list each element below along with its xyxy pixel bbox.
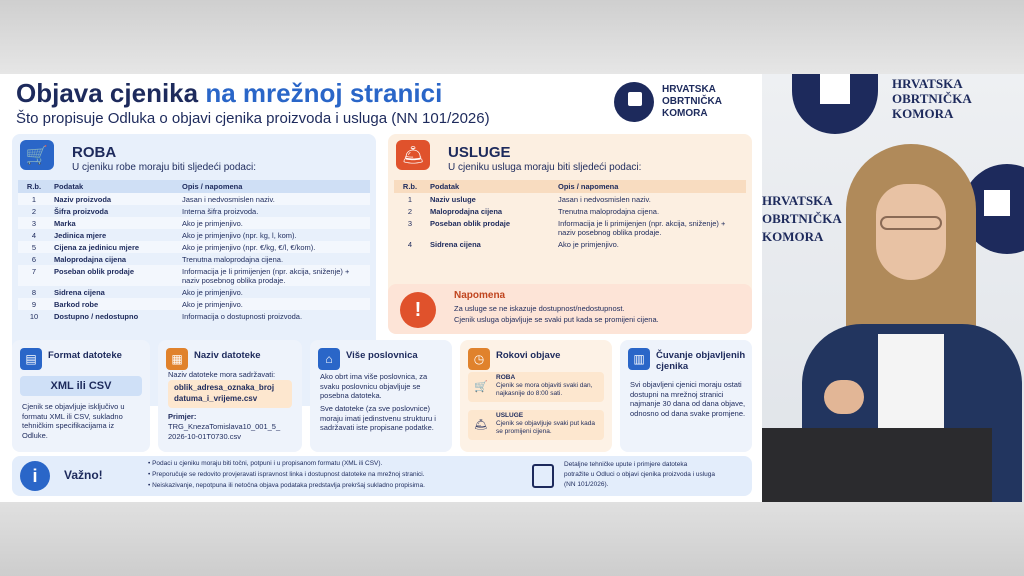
table-row xyxy=(18,253,370,265)
cell-opis: Informacija je li primijenjen (npr. akcija, sniženje) + naziv posebnog oblika prodaje. xyxy=(558,218,726,237)
speaker-hand xyxy=(824,380,864,414)
cuvanje-title-line-2: cjenika xyxy=(656,361,689,372)
logo-line-3: KOMORA xyxy=(662,108,708,119)
usluge-subtitle: U cjeniku usluga moraju biti sljedeći podaci: xyxy=(448,162,642,173)
cell-opis: Ako je primjenjivo. xyxy=(178,217,370,229)
title-part1: Objava cjenika xyxy=(16,78,199,108)
wall-line-3: KOMORA xyxy=(892,106,954,121)
cell-podatak: Naziv proizvoda xyxy=(50,193,178,205)
rokovi-usluge-label: USLUGE xyxy=(496,412,524,419)
table-row xyxy=(18,241,370,253)
cell-podatak: Maloprodajna cijena xyxy=(54,254,127,264)
cell-rb: 4 xyxy=(31,230,37,240)
cuvanje-text: Svi objavljeni cjenici moraju ostati dostupni na mrežnoj stranici najmanje 30 dana od dana objave, odnosno od dana svake promjene. xyxy=(630,380,746,418)
speaker-glasses xyxy=(880,216,942,230)
roba-title: ROBA xyxy=(72,144,117,161)
table-row xyxy=(18,310,370,322)
naziv-card xyxy=(158,340,302,452)
naziv-title: Naziv datoteke xyxy=(194,350,261,361)
rokovi-usluge-text: Cjenik se objavljuje svaki put kada se promijeni cijena. xyxy=(496,420,595,435)
service-bell-icon: 🛎 xyxy=(396,140,430,170)
naziv-example-line-2: 2026-10-01T0730.csv xyxy=(168,432,241,441)
slide-subtitle: Što propisuje Odluka o objavi cjenika proizvoda i usluga (NN 101/2026) xyxy=(16,110,490,127)
vazno-doc-line-1: Detaljne tehničke upute i primjere datoteka xyxy=(564,461,688,468)
usluge-table xyxy=(394,180,746,250)
cell-podatak: Barkod robe xyxy=(50,298,178,310)
rokovi-usluge-box xyxy=(468,410,604,440)
cell-rb: 3 xyxy=(407,218,413,228)
cell-rb: 6 xyxy=(31,254,37,264)
service-bell-icon: 🛎 xyxy=(474,419,488,431)
speaker-face xyxy=(876,184,946,280)
background-top xyxy=(0,0,1024,74)
exclamation-icon: ! xyxy=(400,292,436,328)
rokovi-roba-box xyxy=(468,372,604,402)
usluge-header-podatak: Podatak xyxy=(426,180,554,193)
cart-icon: 🛒 xyxy=(20,140,54,170)
cell-rb: 1 xyxy=(407,194,413,204)
rokovi-roba-label: ROBA xyxy=(496,374,516,381)
logo-line-1: HRVATSKA xyxy=(662,84,716,95)
cell-podatak: Jedinica mjere xyxy=(54,230,107,240)
cell-rb: 8 xyxy=(31,287,37,297)
wall2-line-1: HRVATSKA xyxy=(762,193,833,208)
chamber-logo-text xyxy=(662,84,722,120)
cell-opis: Ako je primjenjivo. xyxy=(558,239,619,249)
vazno-doc-line-3: (NN 101/2026). xyxy=(564,481,609,488)
logo-line-2: OBRTNIČKA xyxy=(662,96,722,107)
cell-opis: Ako je primjenjivo. xyxy=(182,287,243,297)
wall-line-2: OBRTNIČKA xyxy=(892,91,972,106)
info-icon: i xyxy=(20,461,50,491)
table-row xyxy=(18,193,370,205)
vazno-bullet-2: • Preporučuje se redovito provjeravati ispravnost linka i dostupnost datoteke na mrežnoj stranici. xyxy=(148,471,425,478)
poslovnice-text-2: Sve datoteke (za sve poslovnice) moraju imati jedinstvenu strukturu i sadržavati iste propisane podatke. xyxy=(320,404,436,432)
poslovnice-text-1: Ako obrt ima više poslovnica, za svaku poslovnicu objavljuje se posebna datoteka. xyxy=(320,372,428,400)
poslovnice-card xyxy=(310,340,452,452)
usluge-header-opis: Opis / napomena xyxy=(554,180,746,193)
format-value: XML ili CSV xyxy=(20,376,142,396)
napomena-line-2: Cjenik usluga objavljuje se svaki put kada se promijeni cijena. xyxy=(454,315,659,324)
poslovnice-title: Više poslovnica xyxy=(346,350,418,361)
naziv-pattern xyxy=(168,380,292,408)
cell-opis: Ako je primjenjivo (npr. €/kg, €/l, €/kom). xyxy=(178,241,370,253)
cell-opis: Informacija je li primijenjen (npr. akcija, sniženje) + naziv posebnog oblika prodaje. xyxy=(178,265,370,286)
table-row xyxy=(394,193,746,205)
vazno-doc-line-2: potražite u Odluci o objavi cjenika proizvoda i usluga xyxy=(564,471,716,478)
cell-podatak: Sidrena cijena xyxy=(54,287,105,297)
bullet-text: Podaci u cjeniku moraju biti točni, potpuni i u propisanom formatu (XML ili CSV). xyxy=(152,460,383,467)
document-icon: ▦ xyxy=(166,348,188,370)
file-icon: ▤ xyxy=(20,348,42,370)
format-card xyxy=(12,340,150,452)
table-row xyxy=(394,205,746,217)
cell-podatak: Marka xyxy=(50,217,178,229)
roba-header-podatak: Podatak xyxy=(50,180,178,193)
cell-opis: Trenutna maloprodajna cijena. xyxy=(558,206,660,216)
clock-icon: ◷ xyxy=(468,348,490,370)
wall2-line-2: OBRTNIČKA xyxy=(762,211,842,226)
cart-icon: 🛒 xyxy=(474,381,488,393)
cuvanje-title-line-1: Čuvanje objavljenih xyxy=(656,350,746,361)
rokovi-card xyxy=(460,340,612,452)
table-row xyxy=(18,286,370,298)
store-icon: ⌂ xyxy=(318,348,340,370)
cell-rb: 1 xyxy=(18,193,50,205)
usluge-header-rb: R.b. xyxy=(394,180,426,193)
wall-logo-mark xyxy=(792,74,878,134)
speaker-video xyxy=(762,74,1024,502)
rokovi-title: Rokovi objave xyxy=(496,350,561,361)
table-row xyxy=(18,205,370,217)
naziv-example-label: Primjer: xyxy=(168,412,197,421)
pattern-line-1: oblik_adresa_oznaka_broj xyxy=(174,383,275,392)
title-part2: na mrežnoj stranici xyxy=(205,78,443,108)
napomena-line-1: Za usluge se ne iskazuje dostupnost/nedostupnost. xyxy=(454,304,625,313)
slide-title xyxy=(16,78,442,109)
bullet-text: Preporučuje se redovito provjeravati ispravnost linka i dostupnost datoteke na mrežnoj stranici. xyxy=(152,471,425,478)
format-text: Cjenik se objavljuje isključivo u formatu XML ili CSV, sukladno tehničkim specifikacijama iz Odluke. xyxy=(22,402,125,440)
cell-podatak: Maloprodajna cijena xyxy=(430,206,503,216)
table-row xyxy=(18,217,370,229)
cell-rb: 9 xyxy=(18,298,50,310)
cell-opis: Trenutna maloprodajna cijena. xyxy=(182,254,284,264)
cell-rb: 5 xyxy=(18,241,50,253)
document-icon xyxy=(532,464,554,488)
presentation-slide xyxy=(0,74,762,502)
usluge-title: USLUGE xyxy=(448,144,511,161)
vazno-banner xyxy=(12,456,752,496)
chamber-logo-mark xyxy=(614,82,654,122)
table-row xyxy=(18,298,370,310)
table-row xyxy=(18,265,370,286)
naziv-intro: Naziv datoteke mora sadržavati: xyxy=(168,370,276,379)
roba-header-opis: Opis / napomena xyxy=(178,180,370,193)
table-row xyxy=(394,217,746,238)
cuvanje-card xyxy=(620,340,752,452)
cell-rb: 10 xyxy=(29,311,39,321)
laptop xyxy=(762,428,992,502)
cell-rb: 2 xyxy=(31,206,37,216)
cell-opis: Ako je primjenjivo. xyxy=(178,298,370,310)
roba-header-rb: R.b. xyxy=(18,180,50,193)
cell-opis: Jasan i nedvosmislen naziv. xyxy=(558,194,651,204)
cell-podatak: Dostupno / nedostupno xyxy=(54,311,139,321)
cell-rb: 7 xyxy=(18,265,50,286)
bullet-text: Neiskazivanje, nepotpuna ili netočna objava podataka predstavlja prekršaj sukladno propisima. xyxy=(152,482,425,489)
napomena-title: Napomena xyxy=(454,290,506,301)
chamber-logo xyxy=(614,82,722,122)
vazno-bullet-3: • Neiskazivanje, nepotpuna ili netočna objava podataka predstavlja prekršaj sukladno propisima. xyxy=(148,482,425,489)
napomena-card xyxy=(388,284,752,334)
cell-rb: 3 xyxy=(18,217,50,229)
cell-podatak: Poseban oblik prodaje xyxy=(50,265,178,286)
cell-opis: Jasan i nedvosmislen naziv. xyxy=(178,193,370,205)
wall2-line-3: KOMORA xyxy=(762,229,824,244)
format-title: Format datoteke xyxy=(48,350,122,361)
wall-line-1: HRVATSKA xyxy=(892,76,963,91)
cell-opis: Ako je primjenjivo (npr. kg, l, kom). xyxy=(182,230,297,240)
vazno-bullet-1: • Podaci u cjeniku moraju biti točni, potpuni i u propisanom formatu (XML ili CSV). xyxy=(148,460,383,467)
cell-rb: 2 xyxy=(407,206,413,216)
cell-rb: 4 xyxy=(407,239,413,249)
cell-podatak: Sidrena cijena xyxy=(430,239,481,249)
calendar-icon: ▥ xyxy=(628,348,650,370)
table-row xyxy=(394,238,746,250)
cell-podatak: Šifra proizvoda xyxy=(54,206,109,216)
naziv-example-line-1: TRG_KnezaTomislava10_001_5_ xyxy=(168,422,281,431)
wall-logo-text xyxy=(892,76,972,121)
cell-podatak: Cijena za jedinicu mjere xyxy=(50,241,178,253)
table-row xyxy=(18,229,370,241)
cuvanje-title xyxy=(656,350,745,372)
pattern-line-2: datuma_i_vrijeme.csv xyxy=(174,394,258,403)
cell-podatak: Poseban oblik prodaje xyxy=(430,218,511,228)
rokovi-roba-text: Cjenik se mora objaviti svaki dan, najkasnije do 8:00 sati. xyxy=(496,382,593,397)
vazno-title: Važno! xyxy=(64,468,103,482)
roba-table xyxy=(18,180,370,322)
roba-subtitle: U cjeniku robe moraju biti sljedeći podaci: xyxy=(72,162,256,173)
cell-podatak: Naziv usluge xyxy=(430,194,476,204)
background-bottom xyxy=(0,502,1024,576)
cell-opis: Informacija o dostupnosti proizvoda. xyxy=(182,311,303,321)
cell-opis: Interna šifra proizvoda. xyxy=(182,206,259,216)
